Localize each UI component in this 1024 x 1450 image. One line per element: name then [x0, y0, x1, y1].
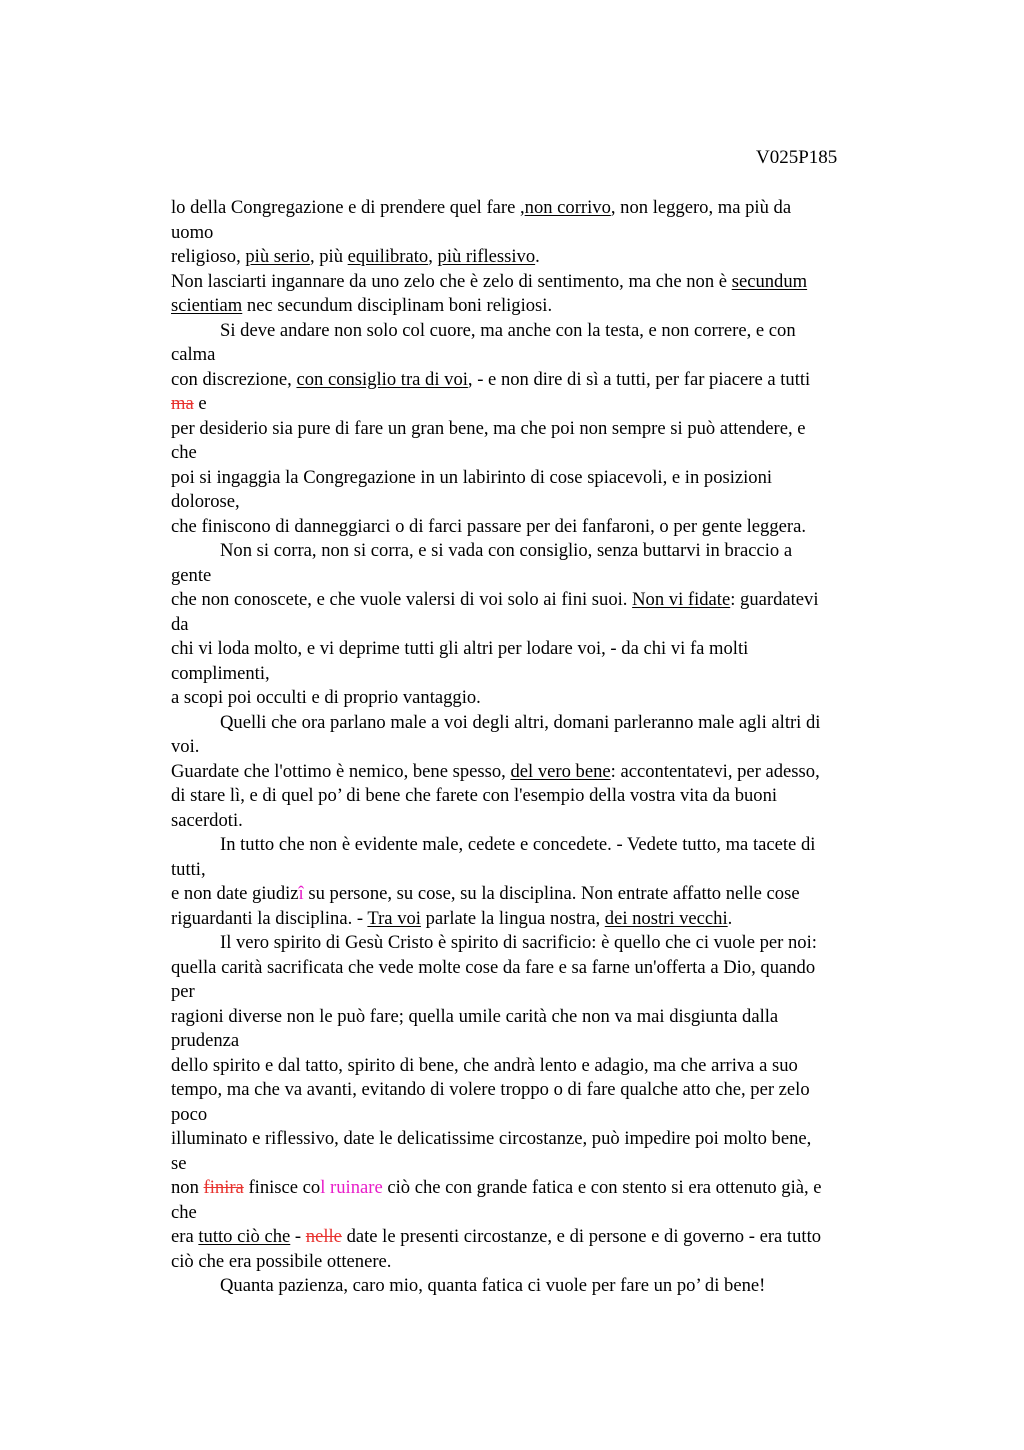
text-line	[171, 490, 901, 515]
text-run: Non si corra, non si corra, e si vada con consiglio, senza buttarvi in braccio a	[220, 540, 793, 561]
text-line	[171, 1274, 901, 1299]
text-line	[171, 1152, 901, 1177]
text-run: ragioni diverse non le può fare; quella umile carità che non va mai disgiunta dalla	[171, 1005, 779, 1027]
text-line	[171, 294, 901, 319]
underlined-text: Tra voi	[367, 907, 421, 929]
text-line	[171, 1201, 901, 1226]
underlined-text: scientiam	[171, 295, 243, 316]
text-line	[171, 1078, 901, 1103]
text-line	[171, 515, 901, 540]
text-run: se	[171, 1152, 187, 1174]
text-line	[171, 270, 901, 295]
text-line	[171, 760, 901, 785]
text-run: : guardatevi	[730, 589, 819, 610]
text-run: poi si ingaggia la Congregazione in un labirinto di cose spiacevoli, e in posizioni	[171, 466, 773, 488]
underlined-text: più riflessivo	[437, 246, 536, 267]
inserted-text: l ruinare	[320, 1177, 383, 1198]
underlined-text: dei nostri vecchi	[604, 907, 728, 929]
text-run: e	[193, 393, 207, 414]
text-line	[171, 221, 901, 246]
text-line	[171, 613, 901, 638]
text-run: , - e non dire di sì a tutti, per far piacere a tutti	[467, 368, 811, 390]
deleted-text: nelle	[305, 1226, 342, 1247]
text-run: -	[290, 1226, 306, 1247]
inserted-text: î	[298, 883, 304, 904]
text-line	[171, 539, 901, 564]
underlined-text: tutto ciò che	[198, 1226, 291, 1247]
text-run: : accontentatevi, per adesso,	[610, 760, 820, 782]
text-run: nec secundum disciplinam boni religiosi.	[242, 295, 553, 316]
text-run: , non leggero, ma più da	[610, 197, 792, 218]
text-run: date le presenti circostanze, e di persone e di governo - era tutto	[341, 1226, 822, 1247]
text-line	[171, 931, 901, 956]
text-run: con discrezione,	[171, 368, 297, 390]
text-run: non	[171, 1177, 204, 1198]
document-body	[171, 196, 901, 1299]
text-line	[171, 343, 901, 368]
text-run: ,	[428, 246, 438, 267]
deleted-text: finira	[203, 1177, 244, 1198]
text-run: complimenti,	[171, 662, 270, 684]
text-run: prudenza	[171, 1030, 240, 1051]
text-run: che	[171, 442, 197, 463]
underlined-text: secundum	[731, 270, 808, 292]
text-run: uomo	[171, 221, 214, 243]
text-run: .	[727, 907, 733, 929]
text-line	[171, 588, 901, 613]
text-run: dolorose,	[171, 491, 240, 512]
text-run: finisce co	[243, 1177, 321, 1198]
text-run: calma	[171, 344, 216, 365]
text-line	[171, 858, 901, 883]
page-identifier: V025P185	[756, 147, 838, 168]
underlined-text: Non vi fidate	[632, 589, 731, 610]
text-run: tutti,	[171, 858, 206, 880]
text-line	[171, 564, 901, 589]
underlined-text: equilibrato	[347, 246, 429, 267]
text-line	[171, 1005, 901, 1030]
text-line	[171, 784, 901, 809]
underlined-text: del vero bene	[510, 760, 611, 782]
text-run: Quelli che ora parlano male a voi degli altri, domani parleranno male agli altri di	[220, 711, 821, 733]
text-run: quella carità sacrificata che vede molte cose da fare e sa farne un'offerta a Dio, quando	[171, 956, 816, 978]
text-line	[171, 1176, 901, 1201]
text-run: voi.	[171, 736, 200, 757]
text-line	[171, 637, 901, 662]
text-run: ciò che era possibile ottenere.	[171, 1250, 392, 1272]
text-line	[171, 1054, 901, 1079]
text-line	[171, 441, 901, 466]
text-run: parlate la lingua nostra,	[420, 907, 605, 929]
text-run: illuminato e riflessivo, date le delicatissime circostanze, può impedire poi molto bene,	[171, 1128, 812, 1149]
text-line	[171, 196, 901, 221]
underlined-text: più serio	[245, 246, 310, 267]
text-run: di stare lì, e di quel po’ di bene che farete con l'esempio della vostra vita da buoni	[171, 785, 778, 806]
text-run: che finiscono di danneggiarci o di farci passare per dei fanfaroni, o per gente leggera.	[171, 515, 807, 537]
text-line	[171, 1103, 901, 1128]
text-run: da	[171, 613, 189, 635]
text-run: Quanta pazienza, caro mio, quanta fatica ci vuole per fare un po’ di bene!	[220, 1275, 766, 1296]
underlined-text: con consiglio tra di voi	[296, 368, 468, 390]
deleted-text: ma	[171, 393, 194, 414]
text-run: per	[171, 981, 195, 1002]
text-run: che	[171, 1201, 197, 1223]
text-line	[171, 809, 901, 834]
text-run: Il vero spirito di Gesù Cristo è spirito di sacrificio: è quello che ci vuole per noi:	[220, 932, 817, 953]
text-line	[171, 1250, 901, 1275]
text-line	[171, 907, 901, 932]
text-line	[171, 368, 901, 393]
text-run: Guardate che l'ottimo è nemico, bene spesso,	[171, 760, 511, 782]
text-run: sacerdoti.	[171, 809, 243, 831]
text-line	[171, 1029, 901, 1054]
text-line	[171, 711, 901, 736]
text-run: gente	[171, 564, 212, 586]
text-run: In tutto che non è evidente male, cedete e concedete. - Vedete tutto, ma tacete di	[220, 834, 816, 855]
text-run: ciò che con grande fatica e con stento si era ottenuto già, e	[382, 1177, 822, 1198]
text-run: che non conoscete, e che vuole valersi di voi solo ai fini suoi.	[171, 589, 633, 610]
text-run: religioso,	[171, 246, 246, 267]
text-run: per desiderio sia pure di fare un gran bene, ma che poi non sempre si può attendere, e	[171, 417, 806, 439]
text-run: lo della Congregazione e di prendere quel fare ,	[171, 197, 525, 218]
text-run: poco	[171, 1103, 208, 1125]
text-run: era	[171, 1226, 199, 1247]
text-run: .	[535, 246, 540, 267]
text-run: a scopi poi occulti e di proprio vantaggio.	[171, 687, 481, 708]
text-line	[171, 417, 901, 442]
underlined-text: non corrivo	[524, 197, 611, 218]
text-line	[171, 466, 901, 491]
text-line	[171, 882, 901, 907]
text-line	[171, 833, 901, 858]
text-run: Non lasciarti ingannare da uno zelo che è zelo di sentimento, ma che non è	[171, 270, 732, 292]
text-line	[171, 956, 901, 981]
text-line	[171, 1225, 901, 1250]
text-line	[171, 1127, 901, 1152]
text-run: Si deve andare non solo col cuore, ma anche con la testa, e non correre, e con	[220, 319, 796, 341]
text-run: , più	[309, 246, 348, 267]
text-line	[171, 245, 901, 270]
text-run: tempo, ma che va avanti, evitando di volere troppo o di fare qualche atto che, per zelo	[171, 1079, 810, 1100]
text-run: chi vi loda molto, e vi deprime tutti gli altri per lodare voi, - da chi vi fa molti	[171, 638, 749, 659]
text-run: riguardanti la disciplina. -	[171, 907, 368, 929]
text-line	[171, 319, 901, 344]
text-run: e non date giudiz	[171, 883, 299, 904]
text-line	[171, 662, 901, 687]
text-line	[171, 980, 901, 1005]
text-run: su persone, su cose, su la disciplina. Non entrate affatto nelle cose	[303, 883, 800, 904]
text-line	[171, 735, 901, 760]
text-run: dello spirito e dal tatto, spirito di bene, che andrà lento e adagio, ma che arriva a suo	[171, 1054, 798, 1076]
text-line	[171, 392, 901, 417]
text-line	[171, 686, 901, 711]
